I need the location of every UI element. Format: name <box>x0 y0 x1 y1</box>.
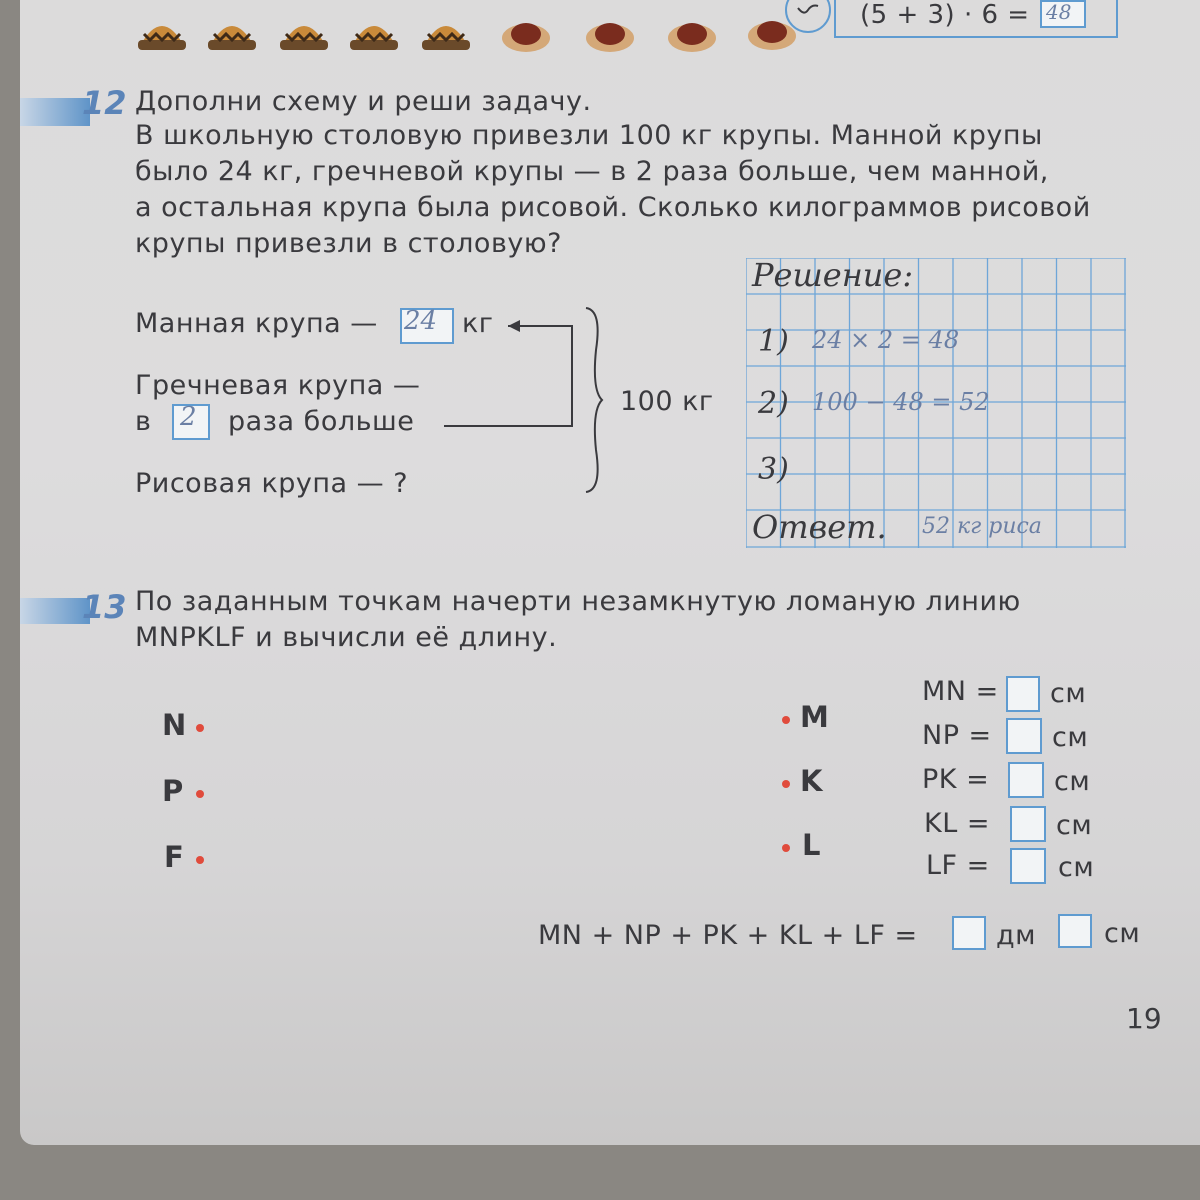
task-12-line-3: было 24 кг, гречневой крупы — в 2 раза больше, чем манной, <box>135 156 1049 187</box>
point-L-dot[interactable] <box>782 844 790 852</box>
top-expression: (5 + 3) · 6 = <box>860 0 1030 30</box>
manna-unit: кг <box>462 308 494 339</box>
knit-hat-icon <box>136 12 188 52</box>
solution-answer-label: Ответ. <box>752 508 887 546</box>
task-marker-bar <box>20 598 90 624</box>
sum-unit-cm: см <box>1104 918 1141 949</box>
point-P-dot[interactable] <box>196 790 204 798</box>
sum-unit-dm: дм <box>996 920 1037 951</box>
task-13-number: 13 <box>82 588 127 626</box>
knit-hat-icon <box>206 12 258 52</box>
scheme-grech-suffix: раза больше <box>228 406 415 437</box>
point-M-label: M <box>800 700 829 734</box>
scheme-grech-prefix: в <box>135 406 152 437</box>
point-F-dot[interactable] <box>196 856 204 864</box>
knit-hat-icon <box>278 12 330 52</box>
segment-np-label: NP = <box>922 720 992 751</box>
segment-np-unit: см <box>1052 722 1089 753</box>
scheme-total: 100 кг <box>620 386 714 417</box>
page-number: 19 <box>1126 1002 1162 1035</box>
segment-mn-label: MN = <box>922 676 999 707</box>
knit-hat-icon <box>420 12 472 52</box>
fur-hat-icon <box>584 14 636 54</box>
segment-kl-unit: см <box>1056 810 1093 841</box>
sum-label: MN + NP + PK + KL + LF = <box>538 920 918 951</box>
solution-step-2-number: 2) <box>758 386 789 421</box>
point-L-label: L <box>802 828 821 862</box>
solution-title: Решение: <box>752 256 914 294</box>
task-12-line-4: а остальная крупа была рисовой. Сколько килограммов рисовой <box>135 192 1091 223</box>
solution-step-1-number: 1) <box>758 324 789 359</box>
solution-step-2: 100 − 48 = 52 <box>812 388 990 416</box>
segment-mn-unit: см <box>1050 678 1087 709</box>
point-F-label: F <box>164 840 184 874</box>
task-12-line-2: В школьную столовую привезли 100 кг крупы. Манной крупы <box>135 120 1043 151</box>
sum-dm-input[interactable] <box>952 916 986 950</box>
segment-pk-input[interactable] <box>1008 762 1044 798</box>
segment-kl-input[interactable] <box>1010 806 1046 842</box>
point-K-label: K <box>800 764 823 798</box>
task-13-line-1: По заданным точкам начерти незамкнутую ломаную линию <box>135 586 1021 617</box>
task-12-number: 12 <box>82 84 127 122</box>
scheme-arrows-and-brace <box>436 300 636 500</box>
segment-pk-unit: см <box>1054 766 1091 797</box>
point-N-label: N <box>162 708 187 742</box>
segment-lf-label: LF = <box>926 850 990 881</box>
scheme-grech-line: Гречневая крупа — <box>135 370 421 401</box>
point-N-dot[interactable] <box>196 724 204 732</box>
point-P-label: P <box>162 774 184 808</box>
grech-value: 2 <box>180 402 197 432</box>
point-K-dot[interactable] <box>782 780 790 788</box>
solution-step-1: 24 × 2 = 48 <box>812 326 960 354</box>
solution-step-3-number: 3) <box>758 452 789 487</box>
segment-lf-unit: см <box>1058 852 1095 883</box>
task-12-line-1: Дополни схему и реши задачу. <box>135 86 592 117</box>
scheme-ris-label: Рисовая крупа — ? <box>135 468 409 499</box>
sum-cm-input[interactable] <box>1058 914 1092 948</box>
fur-hat-icon <box>666 14 718 54</box>
knit-hat-icon <box>348 12 400 52</box>
scheme-manna-label: Манная крупа — <box>135 308 378 339</box>
point-M-dot[interactable] <box>782 716 790 724</box>
task-marker-bar <box>20 98 90 126</box>
task-12-line-5: крупы привезли в столовую? <box>135 228 562 259</box>
segment-pk-label: PK = <box>922 764 990 795</box>
solution-answer: 52 кг риса <box>922 514 1042 539</box>
segment-np-input[interactable] <box>1006 718 1042 754</box>
segment-lf-input[interactable] <box>1010 848 1046 884</box>
fur-hat-icon <box>500 14 552 54</box>
segment-mn-input[interactable] <box>1006 676 1040 712</box>
check-circle-icon <box>784 0 834 36</box>
task-13-line-2: MNPKLF и вычисли её длину. <box>135 622 558 653</box>
top-answer: 48 <box>1046 0 1072 24</box>
segment-kl-label: KL = <box>924 808 990 839</box>
manna-value: 24 <box>404 306 438 336</box>
